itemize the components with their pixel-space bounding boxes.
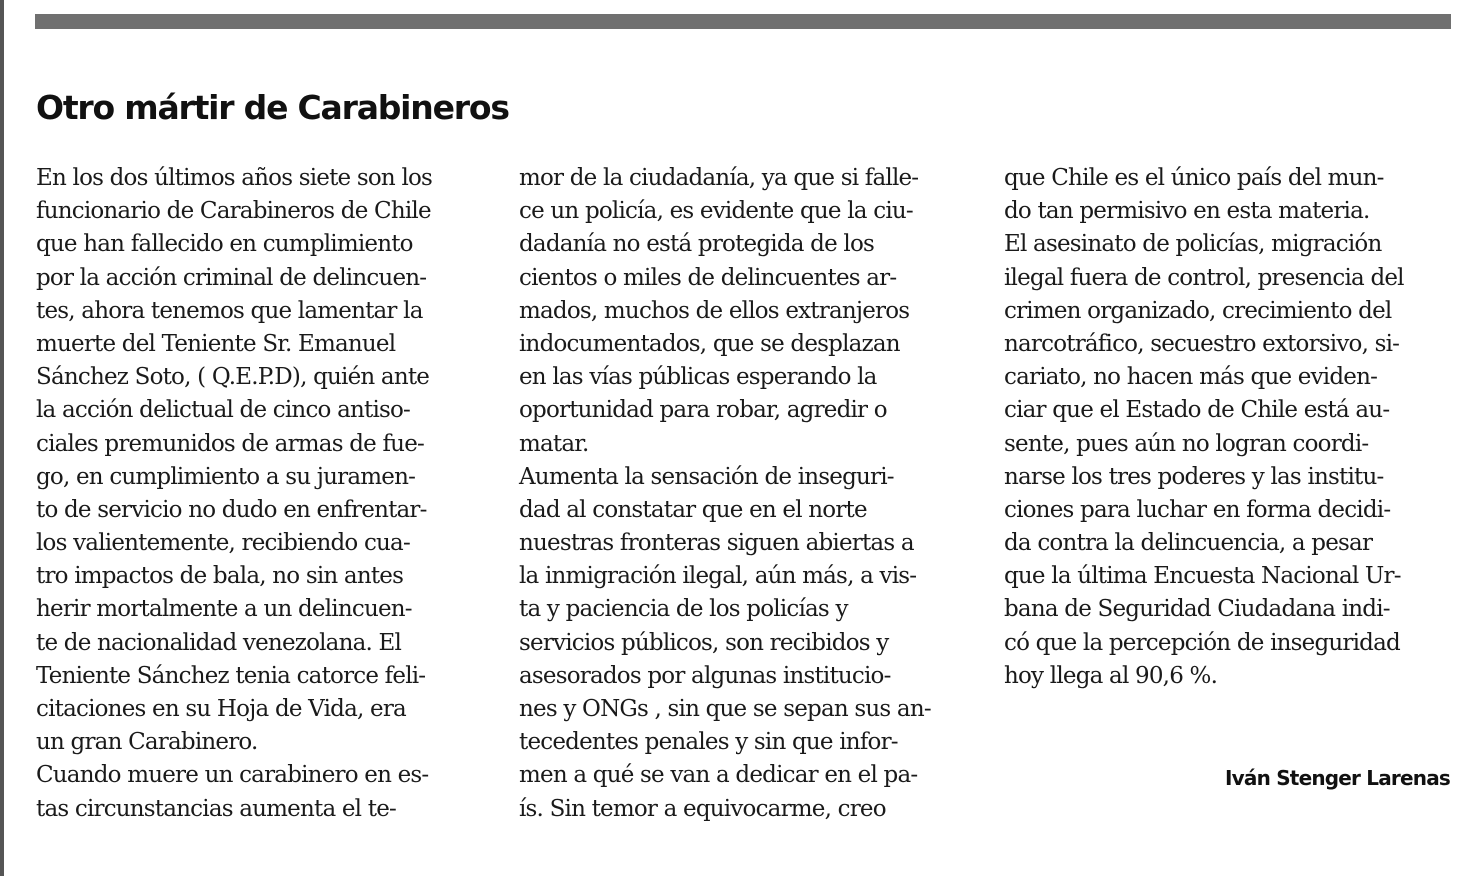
article-text-line: mados, muchos de ellos extranjeros xyxy=(519,297,910,324)
article-text-line: la acción delictual de cinco antiso- xyxy=(36,397,411,424)
article-text-line: go, en cumplimiento a su juramen- xyxy=(36,463,416,490)
article-column-2 xyxy=(519,162,979,826)
article-text-line: que Chile es el único país del mun- xyxy=(1004,165,1384,191)
page-left-border xyxy=(0,0,4,876)
article-text-line: Teniente Sánchez tenia catorce feli- xyxy=(36,662,426,689)
article-column-1 xyxy=(36,162,496,826)
article-text-line: los valientemente, recibiendo cua- xyxy=(36,530,410,557)
article-text-line: narcotráfico, secuestro extorsivo, si- xyxy=(1004,330,1400,357)
article-text-line: funcionario de Carabineros de Chile xyxy=(36,198,431,225)
article-headline: Otro mártir de Carabineros xyxy=(36,88,509,127)
article-text-line: ta y paciencia de los policías y xyxy=(519,596,848,623)
article-text-line: tecedentes penales y sin que infor- xyxy=(519,729,898,756)
article-text-line: tes, ahora tenemos que lamentar la xyxy=(36,297,423,324)
section-header-bar xyxy=(35,14,1451,29)
article-text-line: un gran Carabinero. xyxy=(36,729,258,756)
article-text-line: citaciones en su Hoja de Vida, era xyxy=(36,696,406,722)
article-text-line: nuestras fronteras siguen abiertas a xyxy=(519,530,914,557)
article-text-line: ciales premunidos de armas de fue- xyxy=(36,430,424,457)
article-text-line: ís. Sin temor a equivocarme, creo xyxy=(519,795,886,822)
article-text-line: te de nacionalidad venezolana. El xyxy=(36,629,402,656)
article-text-line: que han fallecido en cumplimiento xyxy=(36,231,413,258)
article-text-line: crimen organizado, crecimiento del xyxy=(1004,297,1392,324)
article-text-line: muerte del Teniente Sr. Emanuel xyxy=(36,330,396,357)
article-text-line: hoy llega al 90,6 %. xyxy=(1004,662,1218,689)
article-text-line: asesorados por algunas institucio- xyxy=(519,662,891,689)
article-text-line: dadanía no está protegida de los xyxy=(519,231,875,258)
article-column-3 xyxy=(1004,162,1464,693)
article-text-line: indocumentados, que se desplazan xyxy=(519,330,900,357)
article-text-line: Sánchez Soto, ( Q.E.P.D), quién ante xyxy=(36,364,430,391)
article-text-line: la inmigración ilegal, aún más, a vis- xyxy=(519,563,917,590)
article-text-line: men a qué se van a dedicar en el pa- xyxy=(519,762,918,789)
article-text-line: herir mortalmente a un delincuen- xyxy=(36,596,412,623)
article-text-line: ciar que el Estado de Chile está au- xyxy=(1004,397,1390,424)
article-text-line: que la última Encuesta Nacional Ur- xyxy=(1004,563,1401,590)
article-text-line: sente, pues aún no logran coordi- xyxy=(1004,430,1369,457)
article-text-line: to de servicio no dudo en enfrentar- xyxy=(36,496,427,523)
article-text-line: narse los tres poderes y las institu- xyxy=(1004,463,1384,490)
article-text-line: por la acción criminal de delincuen- xyxy=(36,264,427,291)
article-text-line: ciones para luchar en forma decidi- xyxy=(1004,496,1391,523)
article-text-line: oportunidad para robar, agredir o xyxy=(519,397,887,424)
article-text-line: ce un policía, es evidente que la ciu- xyxy=(519,198,913,225)
article-text-line: có que la percepción de inseguridad xyxy=(1004,629,1400,656)
article-text-line: da contra la delincuencia, a pesar xyxy=(1004,530,1373,557)
article-text-line: En los dos últimos años siete son los xyxy=(36,165,433,191)
article-text-line: do tan permisivo en esta materia. xyxy=(1004,198,1370,225)
article-text-line: bana de Seguridad Ciudadana indi- xyxy=(1004,596,1390,623)
article-text-line: dad al constatar que en el norte xyxy=(519,496,867,523)
article-text-line: tro impactos de bala, no sin antes xyxy=(36,563,404,590)
article-text-line: El asesinato de policías, migración xyxy=(1004,231,1382,258)
author-signature: Iván Stenger Larenas xyxy=(1225,766,1450,790)
article-text-line: matar. xyxy=(519,430,589,457)
article-text-line: Aumenta la sensación de inseguri- xyxy=(519,463,894,490)
article-text-line: mor de la ciudadanía, ya que si falle- xyxy=(519,165,919,191)
article-text-line: nes y ONGs , sin que se sepan sus an- xyxy=(519,696,931,722)
article-text-line: en las vías públicas esperando la xyxy=(519,364,877,391)
article-text-line: servicios públicos, son recibidos y xyxy=(519,629,889,656)
article-text-line: tas circunstancias aumenta el te- xyxy=(36,795,396,822)
article-text-line: cariato, no hacen más que eviden- xyxy=(1004,364,1378,391)
article-text-line: cientos o miles de delincuentes ar- xyxy=(519,264,897,291)
article-text-line: Cuando muere un carabinero en es- xyxy=(36,762,429,789)
article-text-line: ilegal fuera de control, presencia del xyxy=(1004,264,1404,291)
